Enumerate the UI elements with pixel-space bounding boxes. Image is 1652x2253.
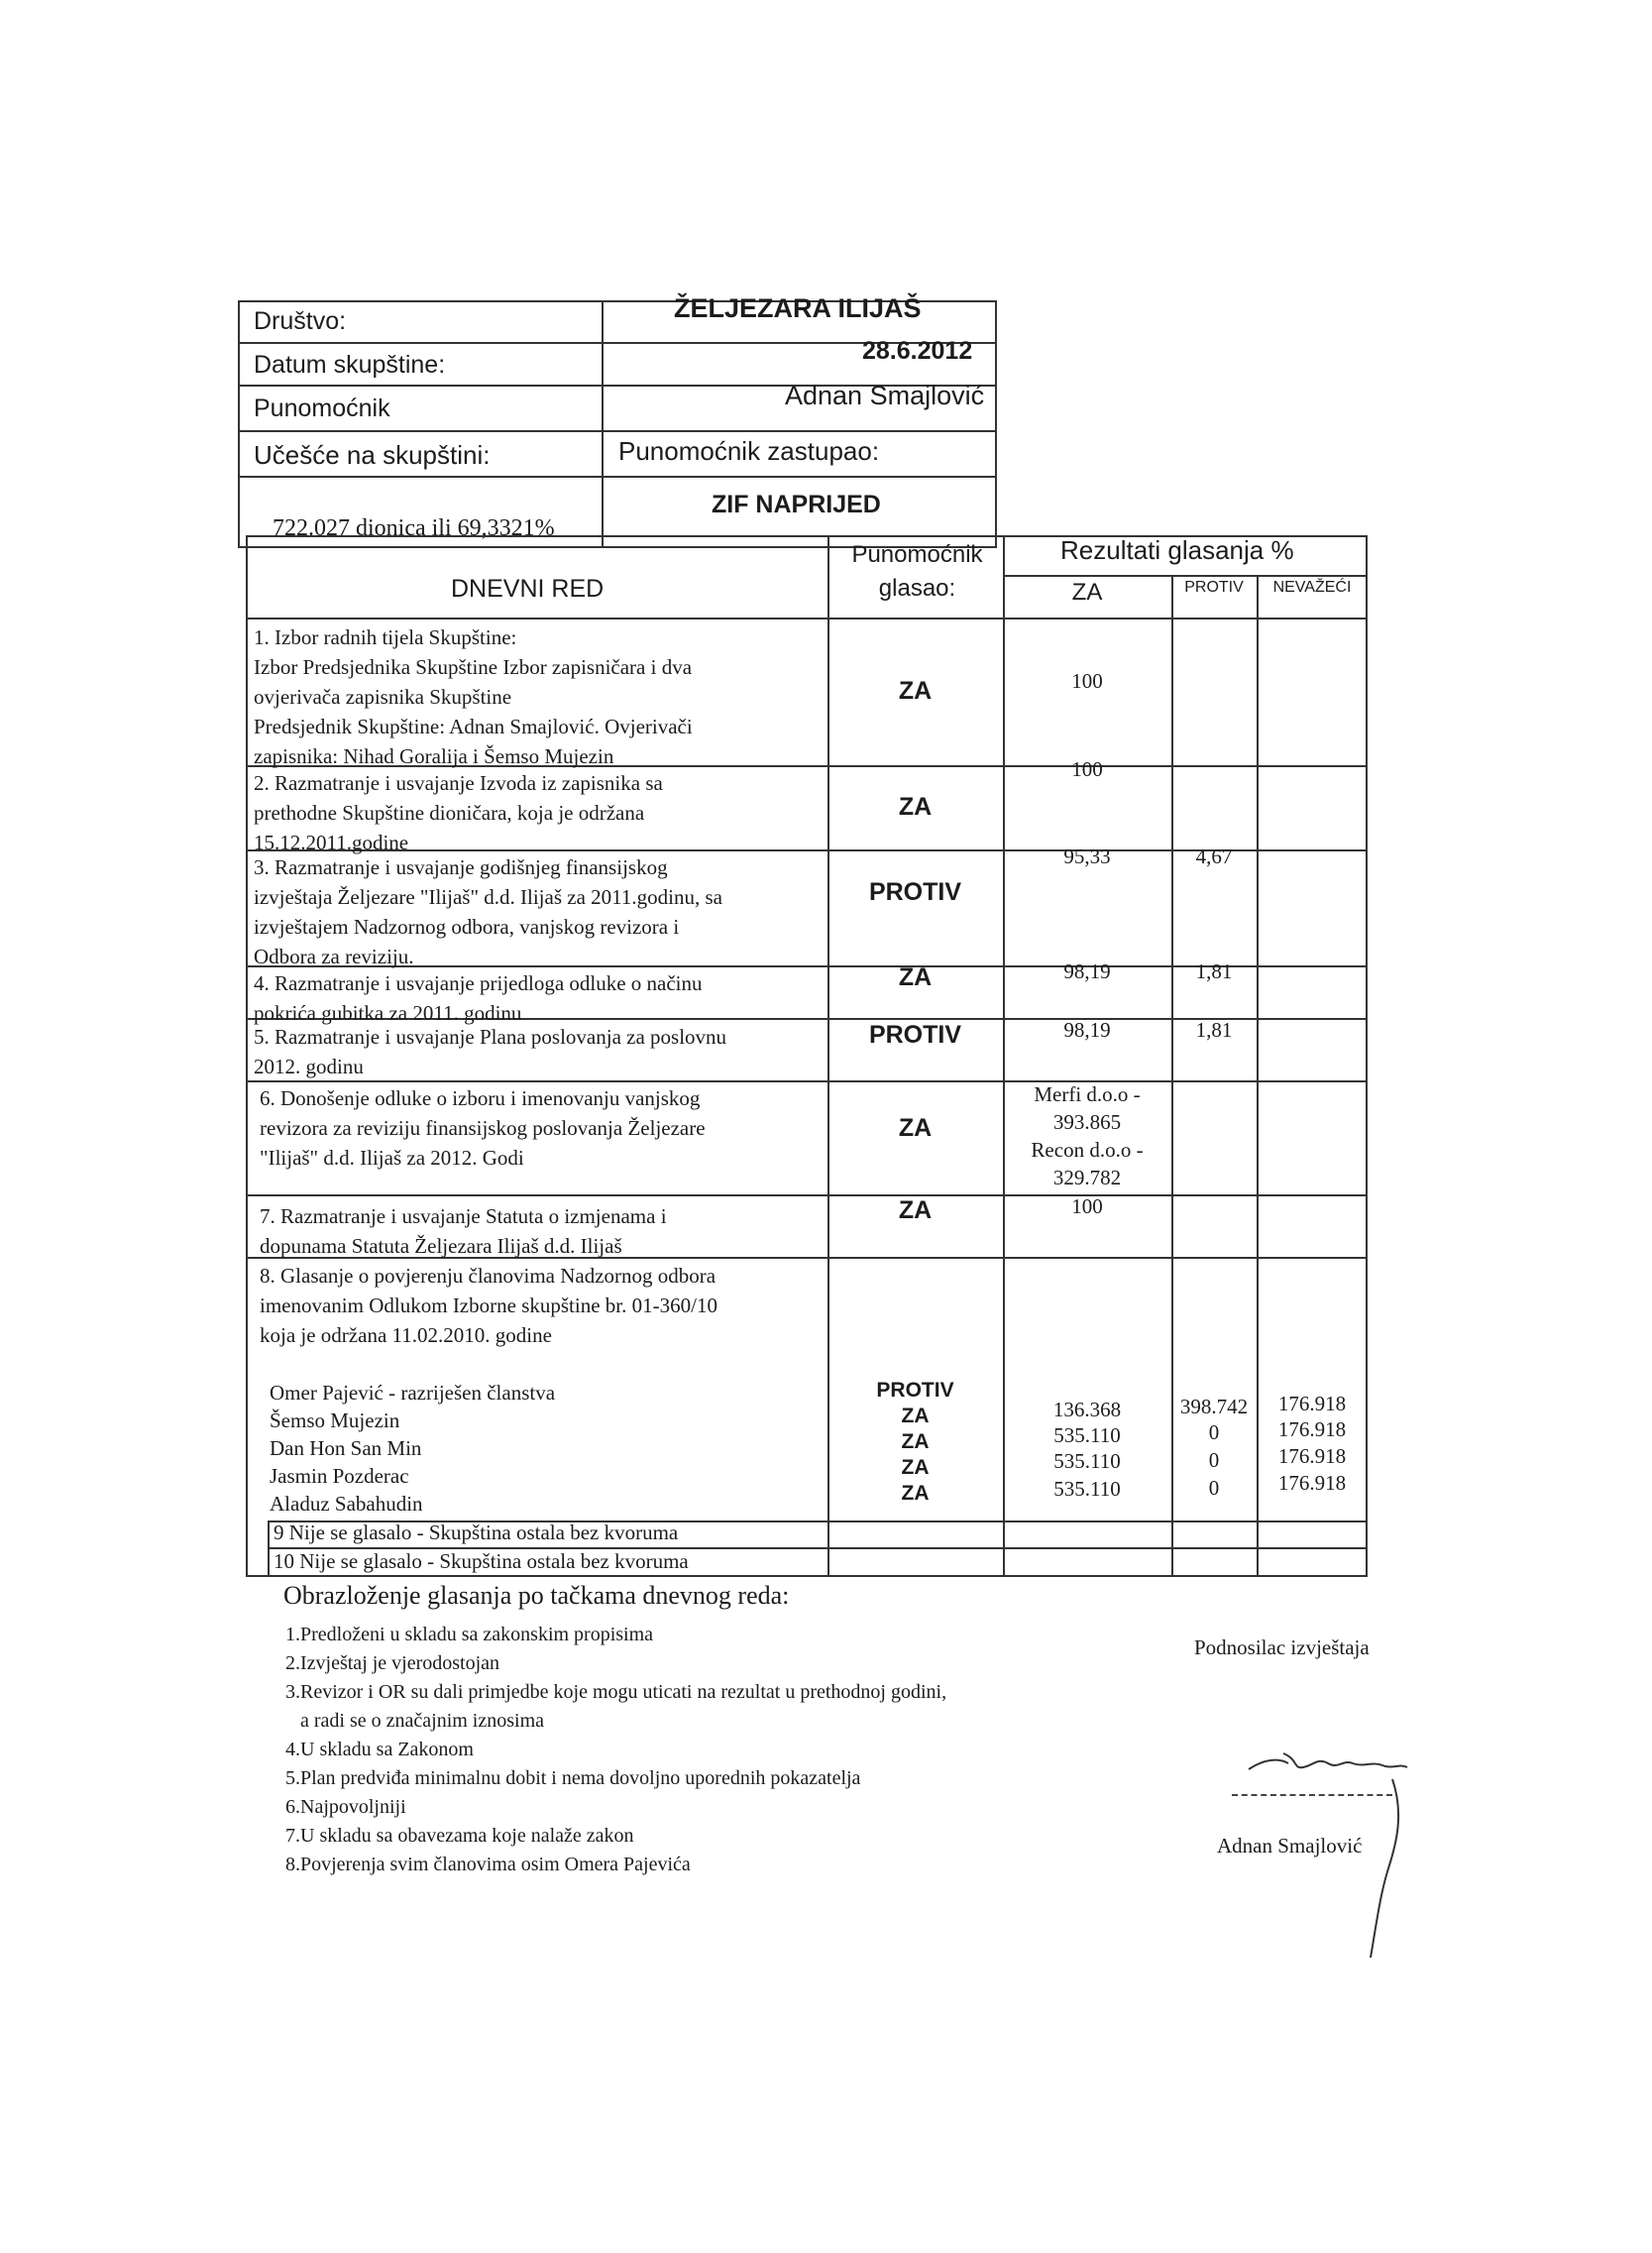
- member-nevazeci: 176.918: [1277, 1417, 1347, 1441]
- za-item-5: 98,19: [1063, 1018, 1111, 1042]
- agenda-item-3: 3. Razmatranje i usvajanje godišnjeg finansijskog izvještaja Željezare "Ilijaš" d.d. Ilijaš za 2011.godinu, sa izvještajem Nadzornog odbora, vanjskog revizora i Odbora za reviziju.: [254, 855, 722, 968]
- member-protiv: 398.742: [1179, 1395, 1249, 1418]
- submitter-label: Podnosilac izvještaja: [1194, 1635, 1370, 1659]
- member-vote: ZA: [901, 1482, 930, 1505]
- explanation-item: 4.U skladu sa Zakonom: [285, 1739, 474, 1760]
- header-divider: [238, 476, 997, 478]
- za-item-4: 98,19: [1063, 959, 1111, 983]
- member-vote: ZA: [901, 1405, 930, 1427]
- vote-item-7: ZA: [898, 1196, 933, 1224]
- table-divider: [1003, 575, 1368, 577]
- agenda-item-8: 8. Glasanje o povjerenju članovima Nadzornog odbora imenovanim Odlukom Izborne skupštine br. 01-360/10 koja je održana 11.02.2010. godine: [260, 1264, 717, 1347]
- protiv-item-3: 4,67: [1195, 845, 1233, 868]
- table-divider: [268, 1521, 270, 1577]
- ucesce-label: Učešće na skupštini:: [254, 440, 491, 470]
- member-name: Jasmin Pozderac: [270, 1464, 409, 1488]
- drustvo-label: Društvo:: [254, 307, 347, 335]
- submitter-name: Adnan Smajlović: [1217, 1834, 1363, 1858]
- member-vote: PROTIV: [876, 1379, 954, 1402]
- agenda-item-10: 10 Nije se glasalo - Skupština ostala bez kvoruma: [274, 1549, 689, 1573]
- signature-stroke: [1353, 1774, 1412, 1963]
- member-vote: ZA: [901, 1456, 930, 1479]
- explanation-item: 5.Plan predviđa minimalnu dobit i nema dovoljno uporednih pokazatelja: [285, 1767, 861, 1789]
- zastupao-value: ZIF NAPRIJED: [712, 491, 881, 518]
- dnevni-red-heading: DNEVNI RED: [451, 575, 605, 603]
- protiv-item-4: 1,81: [1195, 959, 1233, 983]
- member-nevazeci: 176.918: [1277, 1392, 1347, 1415]
- member-za: 535.110: [1053, 1423, 1121, 1447]
- member-za: 136.368: [1052, 1398, 1122, 1421]
- member-vote: ZA: [901, 1430, 930, 1453]
- za-item-2: 100: [1071, 757, 1103, 781]
- member-nevazeci: 176.918: [1277, 1471, 1347, 1495]
- vote-item-5: PROTIV: [868, 1021, 962, 1049]
- member-protiv: 0: [1208, 1448, 1220, 1472]
- drustvo-value: ŽELJEZARA ILIJAŠ: [674, 293, 922, 323]
- vote-item-4: ZA: [898, 963, 933, 991]
- explanation-item: 3.Revizor i OR su dali primjedbe koje mogu uticati na rezultat u prethodnoj godini,: [285, 1681, 947, 1703]
- nevazeci-heading: NEVAŽEĆI: [1272, 579, 1352, 596]
- datum-label: Datum skupštine:: [254, 351, 446, 379]
- member-name: Dan Hon San Min: [270, 1436, 422, 1460]
- za-heading: ZA: [1071, 579, 1103, 606]
- vote-item-2: ZA: [898, 793, 933, 821]
- table-divider: [246, 618, 1368, 620]
- agenda-item-9: 9 Nije se glasalo - Skupština ostala bez kvoruma: [274, 1521, 679, 1544]
- agenda-item-6: 6. Donošenje odluke o izboru i imenovanju vanjskog revizora za reviziju finansijskog poslovanja Željezare "Ilijaš" d.d. Ilijaš za 2012. Godi: [260, 1086, 706, 1170]
- vote-item-1: ZA: [898, 677, 933, 705]
- agenda-item-4: 4. Razmatranje i usvajanje prijedloga odluke o načinu pokrića gubitka za 2011. godinu: [254, 971, 703, 1025]
- za-item-7: 100: [1071, 1194, 1103, 1218]
- vote-item-6: ZA: [898, 1114, 933, 1142]
- za-item-3: 95,33: [1063, 845, 1111, 868]
- ucesce-value: 722.027 dionica ili 69,3321%: [273, 515, 555, 541]
- explanation-item: a radi se o značajnim iznosima: [285, 1710, 545, 1732]
- zastupao-label: Punomoćnik zastupao:: [618, 436, 880, 466]
- table-divider: [246, 1194, 1368, 1196]
- member-name: Šemso Mujezin: [270, 1408, 400, 1432]
- explanation-item: 1.Predloženi u skladu sa zakonskim propisima: [285, 1624, 654, 1645]
- za-item-6: Merfi d.o.o - 393.865 Recon d.o.o - 329.782: [1031, 1082, 1144, 1189]
- protiv-heading: PROTIV: [1184, 579, 1244, 596]
- member-name: Omer Pajević - razriješen članstva: [270, 1381, 556, 1405]
- za-item-1: 100: [1071, 669, 1103, 693]
- rezultati-heading: Rezultati glasanja %: [1060, 535, 1294, 565]
- member-protiv: 0: [1208, 1476, 1220, 1500]
- explanation-item: 7.U skladu sa obavezama koje nalaže zakon: [285, 1825, 634, 1847]
- agenda-item-5: 5. Razmatranje i usvajanje Plana poslovanja za poslovnu 2012. godinu: [254, 1025, 727, 1078]
- punomocnik-label: Punomoćnik: [254, 394, 390, 422]
- agenda-item-1: 1. Izbor radnih tijela Skupštine: Izbor Predsjednika Skupštine Izbor zapisničara i dva ovjerivača zapisnika Skupštine Predsjednik Skupštine: Adnan Smajlović. Ovjerivači zapisnika: Nihad Goralija i Šemso Mujezin: [254, 625, 693, 768]
- member-protiv: 0: [1208, 1420, 1220, 1444]
- protiv-item-5: 1,81: [1195, 1018, 1233, 1042]
- explanation-item: 6.Najpovoljniji: [285, 1796, 406, 1818]
- agenda-item-2: 2. Razmatranje i usvajanje Izvoda iz zapisnika sa prethodne Skupštine dioničara, koja je održana 15.12.2011.godine: [254, 771, 663, 854]
- member-za: 535.110: [1053, 1449, 1121, 1473]
- member-name: Aladuz Sabahudin: [270, 1492, 423, 1516]
- vote-item-3: PROTIV: [868, 878, 962, 906]
- explanation-item: 8.Povjerenja svim članovima osim Omera Pajevića: [285, 1854, 691, 1875]
- datum-value: 28.6.2012: [862, 337, 973, 365]
- member-nevazeci: 176.918: [1277, 1444, 1347, 1468]
- member-za: 535.110: [1053, 1477, 1121, 1501]
- header-divider: [602, 300, 604, 548]
- agenda-item-7: 7. Razmatranje i usvajanje Statuta o izmjenama i dopunama Statuta Željezara Ilijaš d.d. Ilijaš: [260, 1204, 667, 1258]
- header-divider: [238, 430, 997, 432]
- explanation-item: 2.Izvještaj je vjerodostojan: [285, 1652, 500, 1674]
- explanation-title: Obrazloženje glasanja po tačkama dnevnog reda:: [283, 1581, 790, 1610]
- punomocnik-glasao-heading: Punomoćnik glasao:: [851, 541, 983, 602]
- punomocnik-value: Adnan Smajlović: [785, 381, 985, 410]
